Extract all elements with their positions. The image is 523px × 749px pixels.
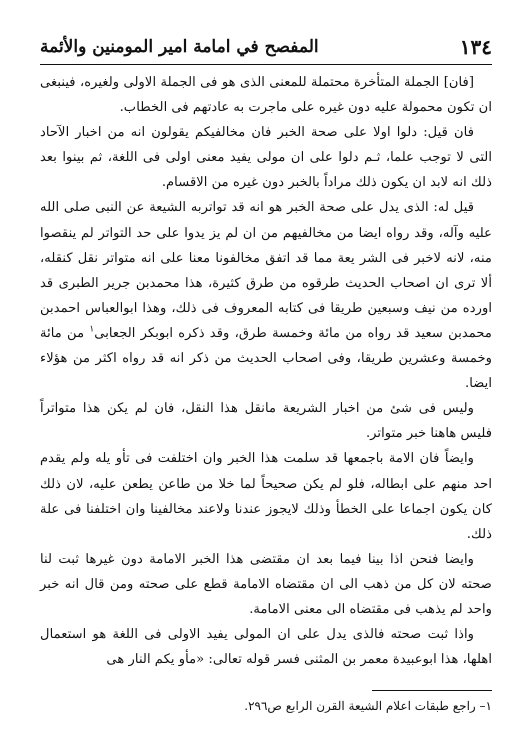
main-text [40,70,492,672]
paragraph-2: فان قيل: دلوا اولا على صحة الخبر فان مخالفيكم يقولون انه من اخبار الآحاد التى لا توجب علما، ثـم دلوا على ان مولى يفيد معنى اولى فى اللغة، ثم بينوا بعد ذلك انه لابد ان يكون ذلك مراداً بالخبر دون غيره من الاقسام. [40,125,492,191]
paragraph-3 [40,195,492,396]
header-divider [40,64,492,65]
footnote: ١– راجع طبقات اعلام الشيعة القرن الرابع ص٢٩٦. [244,699,492,713]
paragraph-6: وايضا فنحن اذا بينا فيما بعد ان مقتضى هذا الخبر الامامة دون غيرها ثبت لنا صحته لان كل من ذهب الى ان مقتضاه الامامة قطع على صحته ومن قال انه خبر واحد لم يذهب فى مقتضاه الى معنى الامامة. [40,551,492,617]
paragraph-1: [فان] الجملة المتأخرة محتملة للمعنى الذى هو فى الجملة الاولى ولغيره، فينبغى ان تكون محمولة عليه دون غيره على ماجرت به عادتهم فى الخطاب. [40,75,492,116]
paragraph-7: واذا ثبت صحته فالذى يدل على ان المولى يفيد الاولى فى اللغة هو استعمال اهلها، هذا ابوعبيدة معمر بن المثنى فسر قوله تعالى: «مأو يكم النار هى [40,627,492,668]
paragraph-4: وليس فى شئ من اخبار الشريعة مانقل هذا النقل، فان لم يكن هذا متواتراً فليس هاهنا خبر متواتر. [40,401,492,442]
paragraph-5: وايضاً فان الامة باجمعها قد سلمت هذا الخبر وان اختلفت فى تأو يله ولم يقدم احد منهم على ابطاله، فلو لم يكن صحيحاً لما خلا من طاعن يطعن عليه، لان ذلك كان يكون اجماعا على الخطأ وذلك لايجوز عندنا ولاعند مخالفينا وان اختلفنا فى علة ذلك. [40,451,492,542]
footnote-marker: ١ [89,324,95,335]
running-title: المفصح في امامة امير المومنين والأئمة [40,37,319,57]
footnote-divider [372,690,492,691]
page-number: ١٣٤ [459,35,492,59]
paragraph-3-text-b: من مائة وخمسة وعشرين طريقا، وفى اصحاب الحديث من ذكر انه قد رواه اكثر من هؤلاء ايضا. [40,325,492,392]
page-header [40,34,492,60]
paragraph-3-text-a: قيل له: الذى يدل على صحة الخبر هو انه قد تواتربه الشيعة عن النبى صلى الله عليه وآله، وقد رواه ايضا من مخالفيهم من ان لم يز يدوا على حد التواتر لم ينقصوا منه، لانه لاخبر فى الشر يعة مما قد اتفق مخالفونا معنا على انه متواتر نقل كنقله، ألا ترى ان اصحاب الحديث طرقوه من طرق كثيرة، هذا محمدبن جرير الطبرى قد اورده من نيف وسبعين طريقا فى كتابه المعروف فى ذلك، وهذا ابوالعباس احمدبن محمدبن سعيد قد رواه من مائة وخمسة طرق، وقد ذكره ابوبكر الجعابى [40,200,492,341]
